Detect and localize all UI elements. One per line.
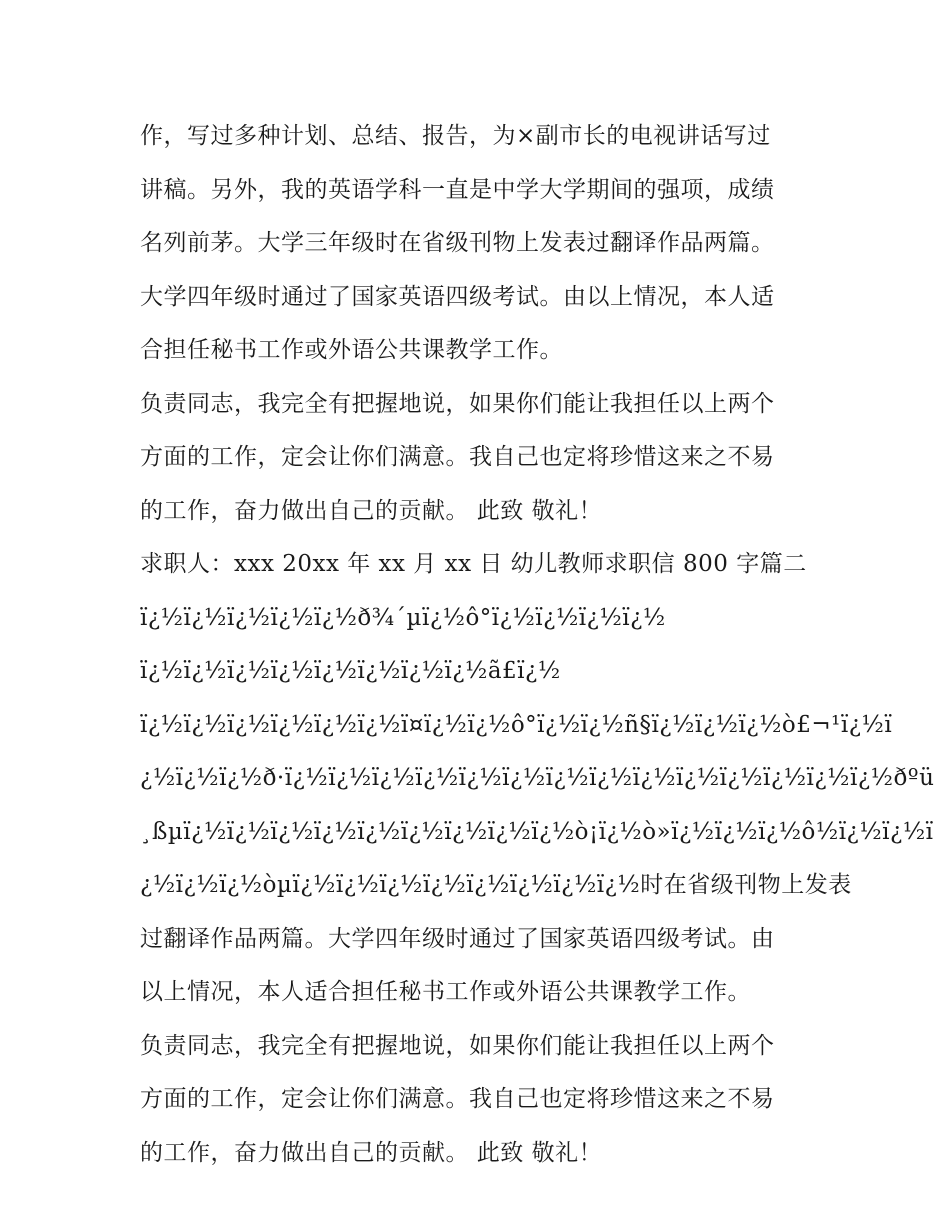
garbled-text-line: ï¿½ï¿½ï¿½ï¿½ï¿½ð¾´µï¿½ô°ï¿½ï¿½ï¿½ï¿½ (140, 604, 666, 631)
text-line: 过翻译作品两篇。大学四年级时通过了国家英语四级考试。由 (140, 925, 775, 952)
text-line: 的工作，奋力做出自己的贡献。 此致 敬礼！ (140, 497, 603, 524)
text-line: 以上情况，本人适合担任秘书工作或外语公共课教学工作。 (140, 979, 751, 1005)
garbled-text-line: ï¿½ï¿½ï¿½ï¿½ï¿½ï¿½ï¤ï¿½ï¿½ô°ï¿½ï¿½ñ§ï¿½ï¿½ï¿½ò£¬¹ï¿½ï (140, 711, 893, 738)
text-line: 负责同志，我完全有把握地说，如果你们能让我担任以上两个 (140, 1032, 775, 1059)
signature-line: 求职人：xxx 20xx 年 xx 月 xx 日 幼儿教师求职信 800 字篇二 (140, 551, 807, 577)
garbled-text-line: ¿½ï¿½ï¿½ð·ï¿½ï¿½ï¿½ï¿½ï¿½ï¿½ï¿½ï¿½ï¿½ï¿½ï¿½ï¿½ï¿½ï¿½ðºü (140, 765, 935, 791)
text-line: 负责同志，我完全有把握地说，如果你们能让我担任以上两个 (140, 390, 775, 417)
text-line: 作，写过多种计划、总结、报告，为×副市长的电视讲话写过 (140, 123, 771, 149)
text-line: 方面的工作，定会让你们满意。我自己也定将珍惜这来之不易 (140, 444, 775, 470)
text-line: 方面的工作，定会让你们满意。我自己也定将珍惜这来之不易 (140, 1086, 775, 1112)
text-line: 合担任秘书工作或外语公共课教学工作。 (140, 337, 563, 363)
text-line: 的工作，奋力做出自己的贡献。 此致 敬礼！ (140, 1139, 603, 1166)
text-line: 大学四年级时通过了国家英语四级考试。由以上情况，本人适 (140, 283, 775, 310)
document-body (140, 110, 935, 1180)
text-line: 名列前茅。大学三年级时在省级刊物上发表过翻译作品两篇。 (140, 230, 775, 256)
garbled-text-line: ¸ßµï¿½ï¿½ï¿½ï¿½ï¿½ï¿½ï¿½ï¿½ï¿½ò¡ï¿½ò»ï¿½ï¿½ï¿½ô½ï¿½ï¿½ï (140, 818, 934, 845)
garbled-text-line: ï¿½ï¿½ï¿½ï¿½ï¿½ï¿½ï¿½ï¿½ã£ï¿½ (140, 658, 561, 684)
garbled-text-line: ¿½ï¿½ï¿½òµï¿½ï¿½ï¿½ï¿½ï¿½ï¿½ï¿½ï¿½时在省级刊物上发表 (140, 872, 852, 898)
text-line: 讲稿。另外，我的英语学科一直是中学大学期间的强项，成绩 (140, 176, 775, 203)
